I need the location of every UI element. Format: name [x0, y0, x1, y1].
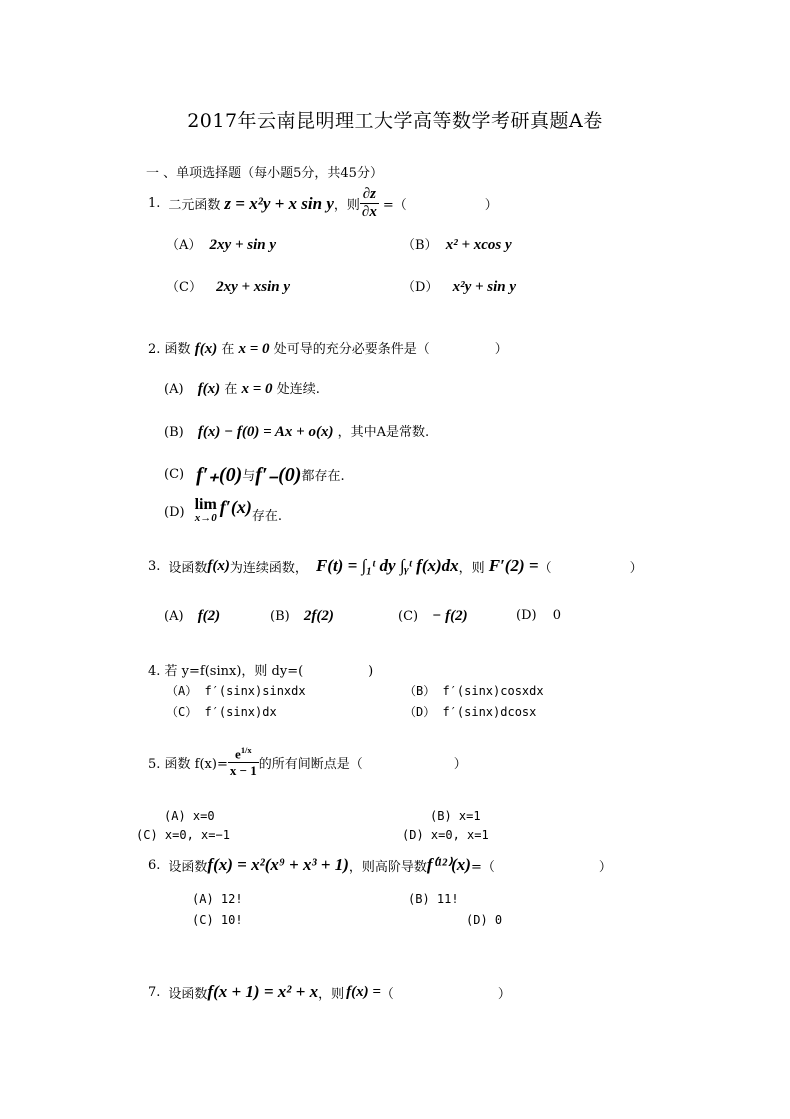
question-6-number: 6.: [148, 857, 161, 873]
numerator-exponent: 1/x: [240, 745, 252, 755]
question-5-fraction: [228, 745, 259, 779]
option-label: （D）: [402, 280, 439, 295]
question-5-text: 5. 函数 f(x)=: [148, 756, 228, 772]
question-3-integral: F(t) = ∫₁ᵗ dy ∫ᵧᵗ f(x)dx: [315, 556, 459, 575]
question-7: [148, 982, 511, 1002]
question-2: [148, 338, 508, 358]
option-text: 都存在.: [301, 469, 345, 484]
option-formula: x²y + sin y: [452, 279, 517, 295]
option-label: （B）: [402, 238, 438, 253]
option-text: ，其中A是常数.: [337, 425, 430, 440]
option-label: (D): [164, 505, 185, 520]
question-3-answer-blank: （ ）: [538, 560, 643, 576]
option-formula: f(2): [197, 608, 221, 624]
question-7-text: ，则: [318, 986, 345, 1002]
question-1-number: 1.: [148, 196, 161, 211]
option-formula: 2f(2): [303, 608, 334, 624]
page-title: 2017年云南昆明理工大学高等数学考研真题A卷: [187, 110, 603, 132]
limit-operator: [195, 497, 217, 524]
question-2-number: 2.: [148, 342, 161, 357]
q2-option-d: [164, 497, 282, 524]
q1-option-b: [402, 234, 512, 254]
option-text: 处连续.: [276, 382, 320, 397]
q6-option-a: (A) 12!: [192, 892, 243, 906]
q1-option-a: [166, 234, 276, 254]
question-2-point: x = 0: [238, 341, 270, 357]
option-label: (B): [270, 609, 290, 624]
option-label: (A): [164, 609, 184, 624]
option-label: (B): [164, 425, 184, 440]
question-7-answer-blank: （ ）: [380, 986, 511, 1002]
option-label: （C）: [166, 280, 202, 295]
question-3-text: 为连续函数，: [229, 560, 308, 576]
question-7-target: f(x) =: [346, 983, 381, 1000]
question-6-text: ，则高阶导数: [348, 859, 427, 875]
q1-option-c: [166, 276, 290, 296]
option-formula: 2xy + xsin y: [216, 279, 291, 295]
option-text: 在: [224, 382, 238, 397]
option-formula: 2xy + sin y: [209, 237, 276, 253]
derivative-numerator: ∂z: [360, 186, 379, 204]
question-6-derivative: f⁽¹²⁾(x): [426, 855, 471, 874]
q4-option-a: （A） f′(sinx)sinxdx: [166, 684, 306, 698]
option-formula: f′₊(0): [196, 464, 243, 486]
question-6: [148, 855, 612, 875]
q6-option-d: (D) 0: [466, 913, 503, 927]
numerator-base: e: [235, 746, 241, 762]
question-2-function: f(x): [194, 341, 218, 357]
q3-option-b: [270, 608, 334, 625]
q3-option-c: [398, 608, 468, 625]
option-formula: f′(x): [219, 497, 252, 517]
option-formula: − f(2): [432, 608, 468, 624]
question-3-derivative: F′(2) =: [488, 556, 539, 575]
option-formula: f′₋(0): [255, 464, 302, 486]
question-3: [148, 556, 643, 576]
option-formula: f(x) − f(0) = Ax + o(x): [197, 424, 334, 440]
q5-option-d: (D) x=0, x=1: [402, 828, 489, 842]
question-3-function: f(x): [207, 557, 230, 574]
q5-option-b: (B) x=1: [430, 809, 481, 823]
question-3-text: 设函数: [168, 560, 208, 576]
limit-word: lim: [194, 496, 217, 513]
q4-option-d: （D） f′(sinx)dcosx: [404, 705, 537, 719]
q2-option-a: [164, 378, 320, 398]
option-label: (C): [398, 609, 419, 624]
derivative-denominator: ∂x: [361, 204, 377, 220]
question-2-text: 处可导的充分必要条件是（ ）: [273, 342, 508, 357]
question-5: [148, 745, 467, 779]
option-label: (A): [164, 382, 184, 397]
section-heading: 一 、单项选择题（每小题5分，共45分）: [146, 166, 383, 181]
q2-option-c: [164, 462, 345, 487]
q6-option-c: (C) 10!: [192, 913, 243, 927]
option-label: （A）: [166, 238, 202, 253]
question-1-derivative: [360, 186, 379, 221]
q6-option-b: (B) 11!: [408, 892, 459, 906]
question-4: 4. 若 y=f(sinx)，则 dy=( ): [148, 664, 374, 679]
fraction-denominator: x − 1: [229, 763, 257, 779]
option-text: 存在.: [251, 509, 282, 524]
question-1-answer-blank: =（ ）: [382, 198, 498, 213]
q3-option-a: [164, 608, 220, 625]
question-1-text: 二元函数: [168, 198, 221, 213]
option-formula: x = 0: [241, 381, 273, 397]
question-1-formula: z = x²y + x sin y: [224, 193, 334, 213]
q3-option-d: [516, 608, 561, 623]
q2-option-b: [164, 421, 429, 441]
question-5-answer-blank: 的所有间断点是（ ）: [258, 756, 467, 772]
question-6-function: f(x) = x²(x⁹ + x³ + 1): [207, 855, 349, 874]
question-3-number: 3.: [148, 558, 161, 574]
option-formula: x² + xcos y: [445, 237, 512, 253]
q5-option-a: (A) x=0: [164, 809, 215, 823]
option-text: 与: [242, 469, 256, 484]
option-value: 0: [552, 608, 561, 623]
q4-option-b: （B） f′(sinx)cosxdx: [404, 684, 544, 698]
question-7-text: 设函数: [168, 986, 208, 1002]
question-1-connector: ，则: [333, 198, 360, 213]
question-7-function: f(x + 1) = x² + x: [207, 982, 319, 1001]
question-2-text: 在: [221, 342, 235, 357]
limit-subscript: x→0: [194, 512, 217, 524]
question-6-answer-blank: =（ ）: [470, 859, 612, 875]
question-7-number: 7.: [148, 984, 161, 1000]
option-label: (D): [516, 608, 537, 623]
option-label: (C): [164, 467, 185, 482]
option-formula: f(x): [197, 381, 221, 397]
q5-option-c: (C) x=0, x=−1: [136, 828, 230, 842]
fraction-numerator: [228, 745, 259, 763]
question-2-text: 函数: [164, 342, 191, 357]
question-6-text: 设函数: [168, 859, 208, 875]
q4-option-c: （C） f′(sinx)dx: [166, 705, 277, 719]
q1-option-d: [402, 276, 516, 296]
question-3-text: ，则: [458, 560, 485, 576]
question-1: [148, 186, 498, 221]
